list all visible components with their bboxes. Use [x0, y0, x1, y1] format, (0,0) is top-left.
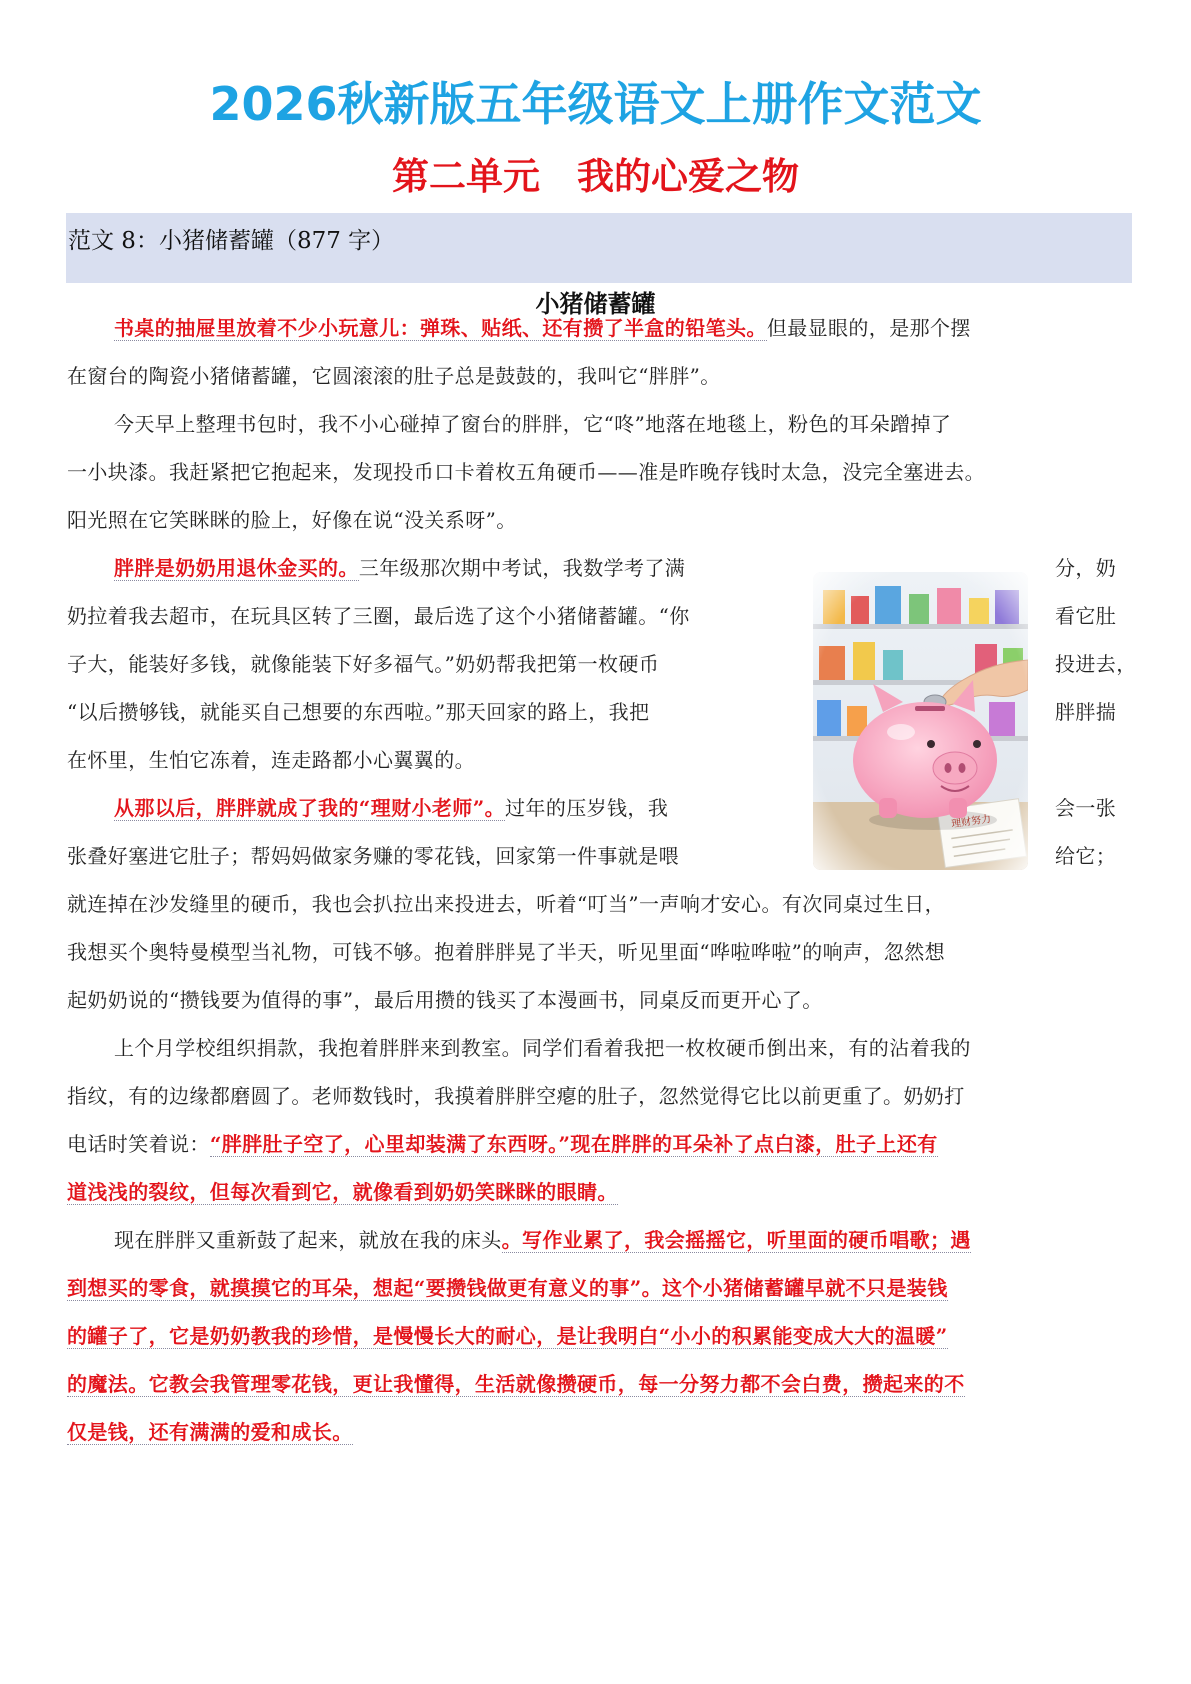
essay-line: 起奶奶说的“攒钱要为值得的事”，最后用攒的钱买了本漫画书，同桌反而更开心了。	[67, 988, 823, 1012]
essay-line: 阳光照在它笑眯眯的脸上，好像在说“没关系呀”。	[67, 508, 517, 532]
piggy-bank-illustration	[813, 572, 1028, 870]
highlighted-sentence: 胖胖是奶奶用退休金买的。	[114, 556, 359, 580]
text-run: 但最显眼的，是那个摆	[766, 316, 971, 340]
essay-line-right: 分，奶	[1055, 556, 1117, 580]
essay-line	[67, 1177, 1137, 1207]
highlighted-sentence: “胖胖肚子空了，心里却装满了东西呀。”现在胖胖的耳朵补了点白漆，肚子上还有	[209, 1132, 938, 1156]
essay-line: 上个月学校组织捐款，我抱着胖胖来到教室。同学们看着我把一枚枚硬币倒出来，有的沾着我的	[114, 1036, 971, 1060]
highlighted-sentence: 的魔法。它教会我管理零花钱，更让我懂得，生活就像攒硬币，每一分努力都不会白费，攒起来的不	[67, 1372, 965, 1396]
essay-line: 子大，能装好多钱，就像能装下好多福气。”奶奶帮我把第一枚硬币	[67, 652, 660, 676]
essay-line: 指纹，有的边缘都磨圆了。老师数钱时，我摸着胖胖空瘪的肚子，忽然觉得它比以前更重了。奶奶打	[67, 1084, 965, 1108]
essay-line	[67, 1273, 1137, 1303]
essay-line	[67, 1321, 1137, 1351]
essay-line-right: 给它；	[1055, 844, 1117, 868]
highlighted-sentence: 仅是钱，还有满满的爱和成长。	[67, 1420, 353, 1444]
highlighted-sentence: 。写作业累了，我会摇摇它，听里面的硬币唱歌；遇	[501, 1228, 971, 1252]
essay-line: 张叠好塞进它肚子；帮妈妈做家务赚的零花钱，回家第一件事就是喂	[67, 844, 679, 868]
essay-line: 奶拉着我去超市，在玩具区转了三圈，最后选了这个小猪储蓄罐。“你	[67, 604, 690, 628]
essay-line	[114, 313, 1184, 343]
text-run: 过年的压岁钱，我	[505, 796, 669, 820]
text-run: 现在胖胖又重新鼓了起来，就放在我的床头	[114, 1228, 502, 1252]
essay-line: 在怀里，生怕它冻着，连走路都小心翼翼的。	[67, 748, 475, 772]
essay-line-right: 胖胖揣	[1055, 700, 1117, 724]
essay-title: 小猪储蓄罐	[535, 289, 656, 318]
essay-line: “以后攒够钱，就能买自己想要的东西啦。”那天回家的路上，我把	[67, 700, 650, 724]
essay-line: 一小块漆。我赶紧把它抱起来，发现投币口卡着枚五角硬币——准是昨晚存钱时太急，没完全塞进去。	[67, 460, 985, 484]
highlighted-sentence: 从那以后，胖胖就成了我的“理财小老师”。	[114, 796, 506, 820]
unit-title: 第二单元 我的心爱之物	[392, 155, 799, 198]
text-run: 三年级那次期中考试，我数学考了满	[358, 556, 686, 580]
essay-line: 在窗台的陶瓷小猪储蓄罐，它圆滚滚的肚子总是鼓鼓的，我叫它“胖胖”。	[67, 364, 721, 388]
essay-line	[67, 1369, 1137, 1399]
page-title: 2026秋新版五年级语文上册作文范文	[209, 77, 982, 131]
highlighted-sentence: 的罐子了，它是奶奶教我的珍惜，是慢慢长大的耐心，是让我明白“小小的积累能变成大大的温暖”	[67, 1324, 948, 1348]
text-run: 电话时笑着说：	[67, 1132, 210, 1156]
sample-header-bar	[66, 213, 1132, 283]
essay-line: 今天早上整理书包时，我不小心碰掉了窗台的胖胖，它“咚”地落在地毯上，粉色的耳朵蹭掉了	[114, 412, 952, 436]
essay-line-right: 看它肚	[1055, 604, 1117, 628]
highlighted-sentence: 到想买的零食，就摸摸它的耳朵，想起“要攒钱做更有意义的事”。这个小猪储蓄罐早就不只是装钱	[67, 1276, 948, 1300]
piggy-bank-photo-icon	[813, 572, 1028, 870]
essay-line-right: 投进去，	[1055, 652, 1137, 676]
highlighted-sentence: 道浅浅的裂纹，但每次看到它，就像看到奶奶笑眯眯的眼睛。	[67, 1180, 618, 1204]
essay-line: 我想买个奥特曼模型当礼物，可钱不够。抱着胖胖晃了半天，听见里面“哗啦哗啦”的响声，忽然想	[67, 940, 946, 964]
essay-line-right: 会一张	[1055, 796, 1117, 820]
essay-line	[67, 1129, 1137, 1159]
essay-line: 就连掉在沙发缝里的硬币，我也会扒拉出来投进去，听着“叮当”一声响才安心。有次同桌过生日，	[67, 892, 946, 916]
essay-line	[114, 1225, 1184, 1255]
highlighted-sentence: 书桌的抽屉里放着不少小玩意儿：弹珠、贴纸、还有攒了半盒的铅笔头。	[114, 316, 767, 340]
essay-line	[67, 1417, 1137, 1447]
sample-label: 范文 8：小猪储蓄罐（877 字）	[68, 228, 395, 254]
